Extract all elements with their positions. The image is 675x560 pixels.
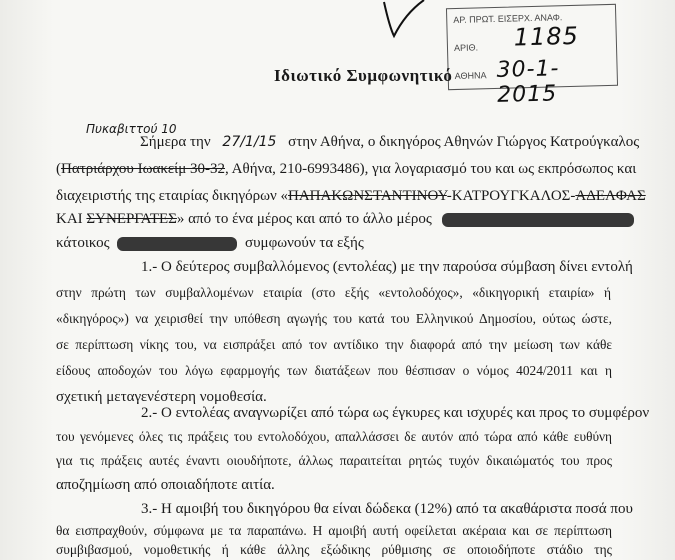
line-3-middle: -ΚΑΤΡΟΥΓΚΑΛΟΣ- — [446, 188, 576, 204]
line-5-start: κάτοικος — [56, 235, 110, 251]
stamp-number-label: ΑΡΙΘ. — [453, 42, 479, 54]
para2-line4: αποζημίωση από οποιαδήποτε αιτία. — [56, 477, 275, 493]
line-4 — [56, 210, 634, 228]
line-2-end: , Αθήνα, 210-6993486), για λογαριασμό του και ως εκπρόσωπος και — [225, 161, 637, 177]
stamp-date: 30-1-2015 — [496, 56, 560, 108]
line-3-start: διαχειριστής της εταιρίας δικηγόρων « — [56, 188, 289, 204]
line-4-end: » από το ένα μέρος και από το άλλο μέρος — [176, 211, 432, 227]
redacted-name — [442, 213, 634, 227]
para3-line2: θα εισπραχθούν, σύμφωνα με τα παραπάνω. Η αμοιβή αυτή οφείλεται ακέραια και σε περίπτωση — [56, 523, 612, 538]
stamp-number: 1185 — [513, 21, 580, 52]
line-5 — [56, 234, 364, 252]
para1-line4: σε περίπτωση νίκης του, να εισπράξει από τον αντίδικο την διαφορά από την μείωση των κάθε — [56, 337, 612, 352]
line-1 — [140, 133, 639, 151]
para2-line2: του γενόμενες όλες τις πράξεις του εντολοδόχου, απαλλάσσει δε αυτόν από τώρα από κάθε ευθύνη — [56, 429, 612, 444]
document-title: Ιδιωτικό Συμφωνητικό — [274, 66, 453, 85]
para3-line3: συμβιβασμού, νομοθετικής ή κάθε άλλης εξώδικης ρύθμισης σε οποιοδήποτε στάδιο της — [56, 542, 612, 557]
para1-line1: 1.- Ο δεύτερος συμβαλλόμενος (εντολέας) με την παρούσα σύμβαση δίνει εντολή — [141, 259, 633, 275]
line-4-start: ΚΑΙ — [56, 211, 83, 227]
line-1-start: Σήμερα την — [140, 134, 211, 150]
redacted-residence — [117, 237, 237, 251]
line-2: (Πατριάρχου Ιωακείμ 30-32, Αθήνα, 210-6993486), για λογαριασμό του και ως εκπρόσωπος και — [56, 161, 637, 177]
struck-word-synergates: ΣΥΝΕΡΓΑΤΕΣ — [86, 211, 177, 227]
para3-line1: 3.- Η αμοιβή του δικηγόρου θα είναι δώδεκα (12%) από τα ακαθάριστα ποσά που — [141, 501, 633, 517]
line-3 — [56, 187, 646, 205]
handwritten-address: Πυκαβιττού 10 — [86, 122, 177, 136]
struck-word-adelfas: ΑΔΕΛΦΑΣ — [575, 188, 646, 204]
pen-stroke-mark — [380, 0, 440, 40]
line-5-end: συμφωνούν τα εξής — [245, 235, 364, 251]
para1-line6: σχετική μεταγενέστερη νομοθεσία. — [56, 389, 267, 405]
struck-partner-name: ΠΑΠΑΚΩΝΣΤΑΝΤΙΝΟΥ — [288, 188, 447, 204]
handwritten-date: 27/1/15 — [222, 134, 277, 150]
registry-stamp — [446, 4, 618, 108]
para1-line5: είδους αποδοχών του λόγω εφαρμογής των διατάξεων που θέσπισαν ο νόμος 4024/2011 και η — [56, 363, 612, 378]
para1-line2: στην πρώτη των συμβαλλομένων εταιρία (στο εξής «εντολοδόχος», «δικηγορική εταιρία» ή — [56, 285, 611, 300]
para2-line1: 2.- Ο εντολέας αναγνωρίζει από τώρα ως έγκυρες και ισχυρές και προς το συμφέρον — [141, 405, 650, 421]
para1-line3: «δικηγόρος») να χειρισθεί την υπόθεση αγωγής του κατά του Ελληνικού Δημοσίου, ούτως ώστε, — [56, 311, 612, 326]
stamp-date-label: ΑΘΗΝΑ — [454, 70, 487, 82]
struck-old-address: Πατριάρχου Ιωακείμ 30-32 — [61, 161, 225, 177]
stamp-header: ΑΡ. ΠΡΩΤ. ΕΙΣΕΡΧ. ΑΝΑΦ. — [453, 12, 563, 26]
para2-line3: για τις πράξεις αυτές έναντι οιουδήποτε, άλλως παραιτείται ρητώς τυχόν δικαιώματός του προς — [56, 453, 612, 468]
line-1-end: στην Αθήνα, ο δικηγόρος Αθηνών Γιώργος Κατρούγκαλος — [288, 134, 640, 150]
